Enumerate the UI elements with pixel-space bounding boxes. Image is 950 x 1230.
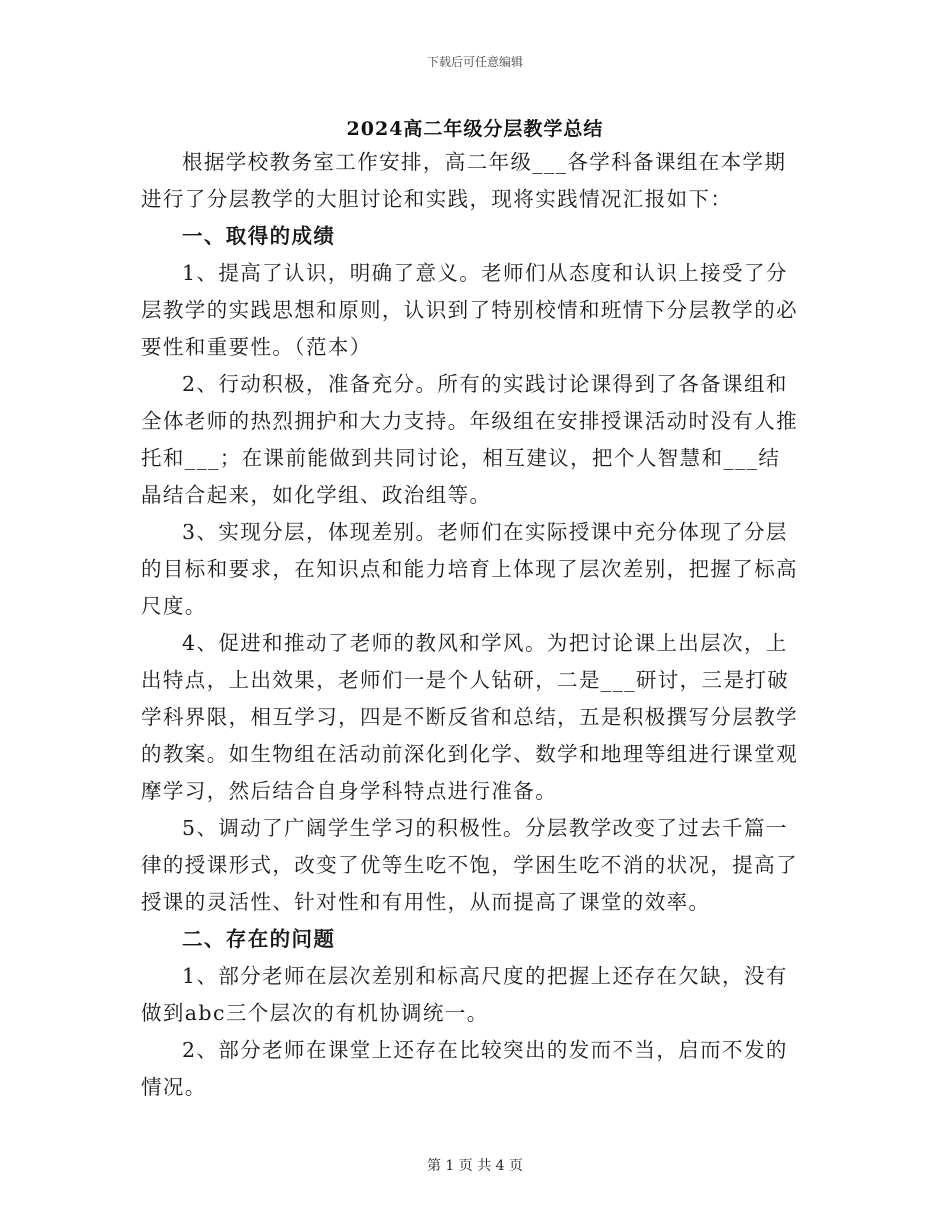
document-title: 2024高二年级分层教学总结 bbox=[346, 118, 604, 140]
page-number: 第 1 页 共 4 页 bbox=[426, 1158, 524, 1174]
paragraph: 2、部分老师在课堂上还存在比较突出的发而不当，启而不发的情况。 bbox=[141, 1038, 788, 1099]
section-heading-achievements: 一、取得的成绩 bbox=[182, 224, 336, 248]
document-body bbox=[141, 144, 801, 1106]
paragraph: 1、提高了认识，明确了意义。老师们从态度和认识上接受了分层教学的实践思想和原则，认识到了特别校情和班情下分层教学的必要性和重要性。（范本） bbox=[141, 261, 798, 359]
paragraph: 1、部分老师在层次差别和标高尺度的把握上还存在欠缺，没有做到abc三个层次的有机协调统一。 bbox=[141, 964, 788, 1025]
paragraph: 3、实现分层，体现差别。老师们在实际授课中充分体现了分层的目标和要求，在知识点和能力培育上体现了层次差别，把握了标高尺度。 bbox=[141, 520, 798, 618]
intro-paragraph: 根据学校教务室工作安排，高二年级___各学科备课组在本学期进行了分层教学的大胆讨论和实践，现将实践情况汇报如下： bbox=[141, 150, 787, 211]
header-note: 下载后可任意编辑 bbox=[426, 55, 523, 69]
paragraph: 2、行动积极，准备充分。所有的实践讨论课得到了各备课组和全体老师的热烈拥护和大力支持。年级组在安排授课活动时没有人推托和___；在课前能做到共同讨论，相互建议，把个人智慧和___结晶结合起来，如化学组、政治组等。 bbox=[141, 372, 798, 507]
section-heading-problems: 二、存在的问题 bbox=[182, 927, 336, 951]
paragraph: 4、促进和推动了老师的教风和学风。为把讨论课上出层次，上出特点，上出效果，老师们一是个人钻研，二是___研讨，三是打破学科界限，相互学习，四是不断反省和总结，五是积极撰写分层教学的教案。如生物组在活动前深化到化学、数学和地理等组进行课堂观摩学习，然后结合自身学科特点进行准备。 bbox=[141, 631, 798, 803]
paragraph: 5、调动了广阔学生学习的积极性。分层教学改变了过去千篇一律的授课形式，改变了优等生吃不饱，学困生吃不消的状况，提高了授课的灵活性、针对性和有用性，从而提高了课堂的效率。 bbox=[141, 816, 798, 914]
